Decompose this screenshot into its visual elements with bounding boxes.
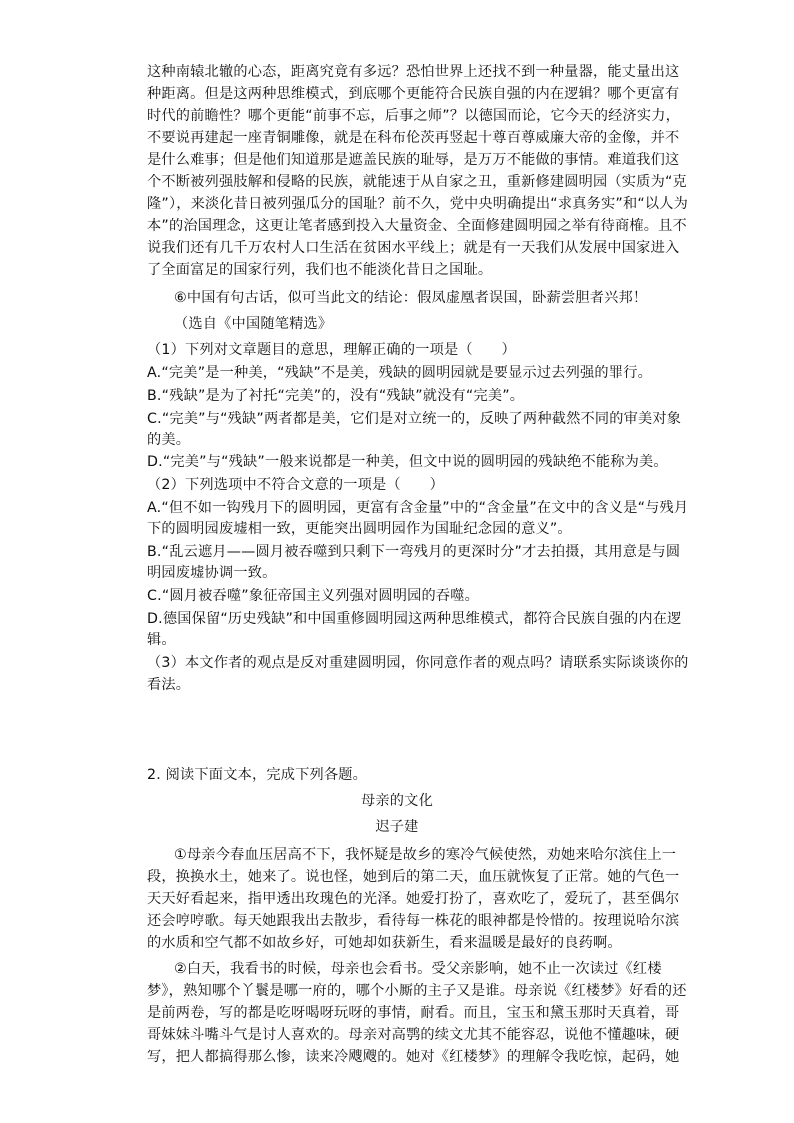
question-2-option-d: D.德国保留“历史残缺”和中国重修圆明园这两种思维模式，都符合民族自强的内在逻 (147, 611, 682, 627)
article-paragraph-line: 的水质和空气都不如故乡好，可她却如获新生，看来温暖是最好的良药啊。 (147, 935, 622, 951)
question-2-option-a: A.“但不如一钩残月下的圆明园，更富有含金量”中的“含金量”在文中的含义是“与残月 (147, 500, 689, 516)
article-paragraph-line: 是前两卷，写的都是吃呀喝呀玩呀的事情，耐看。而且，宝玉和黛玉那时天真着，哥 (147, 1005, 680, 1021)
passage-line: 个不断被列强肢解和侵略的民族，就能速于从自家之丑，重新修建圆明园（实质为“克 (147, 174, 687, 190)
conclusion-paragraph: ⑥中国有句古话，似可当此文的结论：假凤虚凰者误国，卧薪尝胆者兴邦！ (174, 290, 648, 306)
question-2-option-a-cont: 下的圆明园废墟相一致，更能突出圆明园作为国耻纪念园的意义”。 (147, 521, 572, 537)
passage-line: 种距离。但是这两种思维模式，到底哪个更能符合民族自强的内在逻辑？哪个更富有 (147, 86, 680, 102)
question-2-stem: （2）下列选项中不符合文意的一项是（ ） (147, 477, 444, 493)
question-2-option-b-cont: 明园废墟协调一致。 (147, 565, 277, 581)
article-paragraph-line: 梦》，熟知哪个丫鬟是哪一府的，哪个小厮的主子又是谁。母亲说《红楼梦》好看的还 (147, 983, 687, 999)
passage-line: 本”的治国理念，这更让笔者感到投入大量资金、全面修建圆明园之举有待商榷。且不 (147, 218, 687, 234)
question-1-option-c: C.“完美”与“残缺”两者都是美，它们是对立统一的，反映了两种截然不同的审美对象 (147, 411, 682, 427)
question-2-option-b: B.“乱云遮月——圆月被吞噬到只剩下一弯残月的更深时分”才去拍摄，其用意是与圆 (147, 544, 681, 560)
passage-line: 是什么难事；但是他们知道那是遮盖民族的耻辱，是万万不能做的事情。难道我们这 (147, 152, 680, 168)
passage-line: 说我们还有几千万农村人口生活在贫困水平线上；就是有一天我们从发展中国家进入 (147, 240, 680, 256)
article-author: 迟子建 (375, 819, 419, 835)
article-paragraph-line: 还会哼哼歌。每天她跟我出去散步，看待每一株花的眼神都是怜惜的。按理说哈尔滨 (147, 913, 680, 929)
question-1-option-b: B.“残缺”是为了衬托“完美”的，没有“残缺”就没有“完美”。 (147, 388, 525, 404)
article-paragraph-line: ①母亲今春血压居高不下，我怀疑是故乡的寒冷气候使然，劝她来哈尔滨住上一 (174, 847, 677, 863)
question-1-option-d: D.“完美”与“残缺”一般来说都是一种美，但文中说的圆明园的残缺绝不能称为美。 (147, 454, 668, 470)
passage-line: 了全面富足的国家行列，我们也不能淡化昔日之国耻。 (147, 262, 493, 278)
article-paragraph-line: 写，把人都搞得那么惨，读来冷飕飕的。她对《红楼梦》的理解令我吃惊，起码，她 (147, 1049, 680, 1065)
question-3-stem: （3）本文作者的观点是反对重建圆明园，你同意作者的观点吗？请联系实际谈谈你的 (147, 655, 689, 671)
article-paragraph-line: 哥妹妹斗嘴斗气是讨人喜欢的。母亲对高鹗的续文尤其不能容忍，说他不懂趣味，硬 (147, 1027, 680, 1043)
passage-line: 这种南辕北辙的心态，距离究竟有多远？恐怕世界上还找不到一种量器，能丈量出这 (147, 64, 680, 80)
question-2-option-c: C.“圆月被吞噬”象征帝国主义列强对圆明园的吞噬。 (147, 588, 480, 604)
passage-line: 时代的前瞻性？哪个更能“前事不忘，后事之师”？以德国而论，它今天的经济实力， (147, 108, 681, 124)
question-3-stem-cont: 看法。 (147, 677, 191, 693)
passage-line: 不要说再建起一座青铜雕像，就是在科布伦茨再竖起十尊百尊威廉大帝的金像，并不 (147, 130, 680, 146)
question-1-option-a: A.“完美”是一种美，“残缺”不是美，残缺的圆明园就是要显示过去列强的罪行。 (147, 365, 652, 381)
question-1-option-c-cont: 的美。 (147, 432, 191, 448)
question-2-prompt: 2. 阅读下面文本，完成下列各题。 (147, 767, 368, 783)
article-paragraph-line: ②白天，我看书的时候，母亲也会看书。受父亲影响，她不止一次读过《红楼 (174, 961, 662, 977)
question-2-option-d-cont: 辑。 (147, 632, 176, 648)
article-title: 母亲的文化 (361, 793, 433, 809)
article-paragraph-line: 天天好看起来，指甲透出玫瑰色的光泽。她爱打扮了，喜欢吃了，爱玩了，甚至偶尔 (147, 891, 680, 907)
source-note: （选自《中国随笔精选》 (174, 316, 333, 332)
question-1-stem: （1）下列对文章题目的意思，理解正确的一项是（ ） (147, 342, 516, 358)
passage-line: 隆”），来淡化昔日被列强瓜分的国耻？前不久，党中央明确提出“求真务实”和“以人为 (147, 196, 689, 212)
article-paragraph-line: 段，换换水土，她来了。说也怪，她到后的第二天，血压就恢复了正常。她的气色一 (147, 869, 680, 885)
